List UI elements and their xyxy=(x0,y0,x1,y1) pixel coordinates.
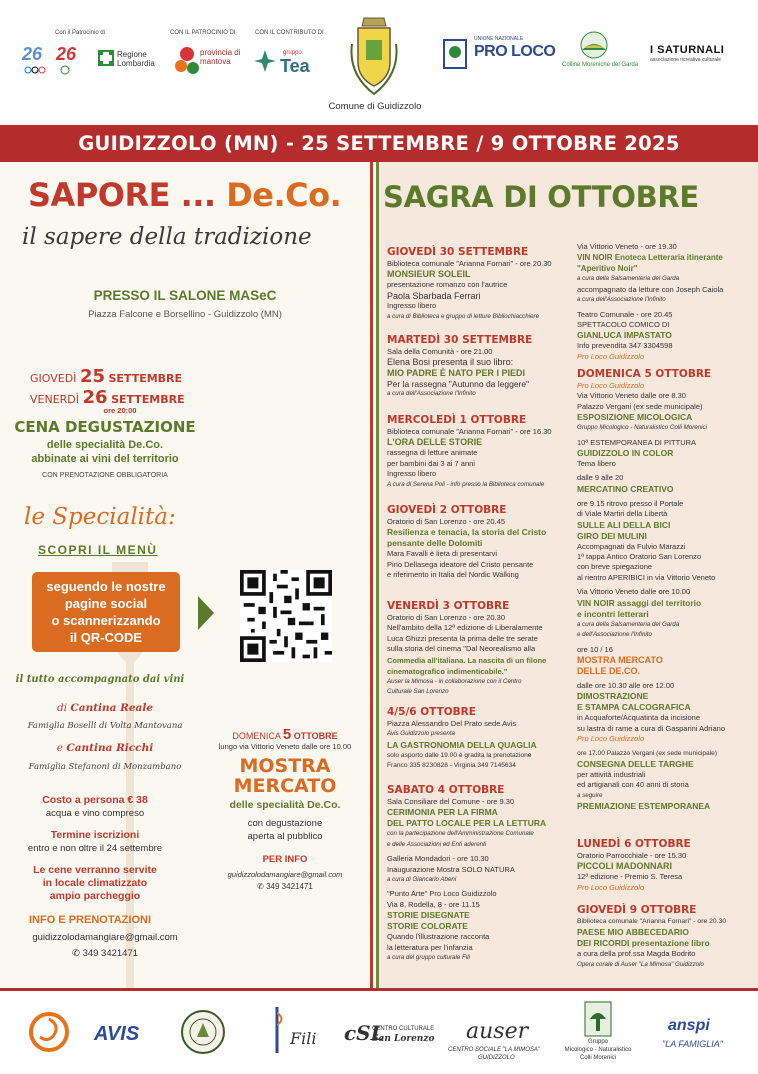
costo-label: Costo a persona € 38 xyxy=(42,794,148,806)
event-line: "Punto Arte" Pro Loco Guidizzolo xyxy=(387,889,497,899)
event-title: DEI RICORDI presentazione libro xyxy=(577,938,710,949)
proloco-sub-label: UNIONE NAZIONALE xyxy=(474,36,524,42)
cantina1-name: Cantina Reale xyxy=(70,702,154,714)
phone-icon: ✆ xyxy=(257,882,264,891)
event-4-5-6-ottobre xyxy=(387,706,572,772)
event-line: ore 9.15 ritrovo presso il Portale xyxy=(577,498,684,508)
gruppo-line3: Colli Morenici xyxy=(579,1055,616,1061)
event-line: ore 10 / 16 xyxy=(577,644,613,654)
event-date: SABATO 4 OTTOBRE xyxy=(387,784,505,796)
termine-sub: entro e non oltre il 24 settembre xyxy=(27,843,163,854)
perinfo-phone[interactable]: 349 3421471 xyxy=(266,882,313,891)
title-deco-text: De.Co. xyxy=(226,176,342,214)
comune-crest-icon xyxy=(346,14,402,98)
event-date: LUNEDÌ 6 OTTOBRE xyxy=(577,838,691,850)
event-title: GIANLUCA IMPASTATO xyxy=(577,330,672,341)
event-title: e incontri letterari xyxy=(577,608,649,619)
seal-logo-icon xyxy=(180,1009,226,1055)
event-line: a cura del gruppo culturale Fili xyxy=(387,954,470,962)
event-line: Sala della Comunità - ore 21.00 xyxy=(387,347,493,356)
mushroom-logo-icon xyxy=(584,1001,612,1037)
giovedi-month: SETTEMBRE xyxy=(108,372,183,385)
presso-label: PRESSO IL SALONE MASeC xyxy=(93,288,277,303)
cene-line1: Le cene verranno servite xyxy=(33,864,157,876)
domenica-month: OTTOBRE xyxy=(293,731,338,741)
event-line: Nell'ambito della 12ª edizione di Liberalamente xyxy=(387,623,543,633)
contributo-label: CON IL CONTRIBUTO DI xyxy=(255,30,324,36)
cene-line2: in locale climatizzato xyxy=(42,877,148,889)
event-line: con la partecipazione dell'Amministrazione Comunale xyxy=(387,830,534,838)
event-line: in Acquaforte/Acquatinta da incisione xyxy=(577,713,700,723)
event-date: DOMENICA 5 OTTOBRE xyxy=(577,368,712,380)
event-line: dalle ore 10.30 alle ore 12.00 xyxy=(577,680,675,690)
event-30-settembre xyxy=(387,246,572,322)
cena-sub2: abbinate ai vini del territorio xyxy=(31,453,179,465)
event-date: VENERDÌ 3 OTTOBRE xyxy=(387,600,510,612)
event-title: cinematografico indimenticabile." xyxy=(387,666,508,676)
proloco-label: PRO LOCO xyxy=(474,43,556,60)
venerdi-num: 26 xyxy=(82,387,108,408)
event-line: Biblioteca comunale "Arianna Fornari" - ore 16.30 xyxy=(387,427,552,436)
perinfo-email[interactable]: guidizzolodamangiare@gmail.com xyxy=(227,870,343,879)
column-divider xyxy=(370,162,379,988)
event-title: PREMIAZIONE ESTEMPORANEA xyxy=(577,801,711,812)
event-title: "Aperitivo Noir" xyxy=(577,264,638,274)
event-title: CONSEGNA DELLE TARGHE xyxy=(577,758,694,769)
info-title: INFO E PRENOTAZIONI xyxy=(28,914,152,926)
svg-text:26: 26 xyxy=(56,44,77,64)
event-title: SULLE ALI DELLA BICI xyxy=(577,519,671,530)
event-title: Resilienza e tenacia, la storia del Cristo xyxy=(387,527,547,538)
event-30-sett-evening xyxy=(577,242,757,362)
san-lorenzo-sub: CENTRO CULTURALE xyxy=(372,1026,435,1032)
saturnali-sub-label: associazione ricreativa culturale xyxy=(650,57,721,63)
di-label: di xyxy=(56,702,71,714)
event-title: VIN NOIR Enoteca Letteraria itinerante xyxy=(577,253,723,263)
event-line: Galleria Mondadori - ore 10.30 xyxy=(387,854,489,864)
event-title: DELLE DE.CO. xyxy=(577,665,641,676)
event-line: accompagnato da letture con Joseph Caiola xyxy=(577,284,724,294)
costo-sub: acqua e vino compreso xyxy=(45,808,145,819)
auser-sub2: GUIDIZZOLO xyxy=(478,1055,515,1061)
event-title: DEL PATTO LOCALE PER LA LETTURA xyxy=(387,818,547,829)
perinfo-title: PER INFO xyxy=(262,854,308,865)
domenica-label: DOMENICA xyxy=(232,731,281,741)
event-1-ottobre xyxy=(387,414,572,490)
event-4-ottobre xyxy=(387,784,572,963)
event-line: di Viale Martiri della Libertà xyxy=(577,509,668,519)
patrocinio-label: Con il Patrocinio di xyxy=(55,30,106,36)
event-line: Tema libero xyxy=(577,459,616,469)
event-line: presentazione romanzo con l'autrice xyxy=(387,280,508,290)
avis-logo: AVIS xyxy=(94,1023,140,1045)
event-line: a cura dell'Associazione l'Infinito xyxy=(577,296,666,304)
event-line: 10ª ESTEMPORANEA DI PITTURA xyxy=(577,437,697,447)
sagra-title: SAGRA DI OTTOBRE xyxy=(383,180,699,214)
event-2-ottobre xyxy=(387,504,572,581)
event-line: a cura della Salsamenteria del Garda xyxy=(577,275,680,283)
event-line: per bambini dai 3 ai 7 anni xyxy=(387,458,475,468)
event-line: Gruppo Micologico - Naturalistico Colli Morenici xyxy=(577,424,707,432)
event-line: a cura della prof.ssa Magda Bodrito xyxy=(577,949,696,959)
csl-monogram: cSL xyxy=(344,1021,385,1045)
event-banner: GUIDIZZOLO (MN) - 25 SETTEMBRE / 9 OTTOBRE 2025 xyxy=(0,125,758,162)
scopri-menu-link[interactable]: SCOPRI IL MENÙ xyxy=(38,543,158,557)
event-line: Mara Favalli è lieta di presentarvi xyxy=(387,549,498,559)
event-line: Avis Guidizzolo presenta xyxy=(387,730,455,738)
domenica-line xyxy=(210,726,360,743)
event-line: SPETTACOLO COMICO DI xyxy=(577,320,670,330)
venerdi-label: VENERDÌ xyxy=(30,393,80,406)
provincia-mantova-logo xyxy=(172,42,202,78)
event-line: Pino Dellasega ideatore del Cristo pensante xyxy=(387,559,534,569)
domenica-num: 5 xyxy=(282,726,292,743)
event-title: MOSTRA MERCATO xyxy=(577,654,663,665)
cene-line3: ampio parcheggio xyxy=(49,890,141,902)
event-title: PAESE MIO ABBECEDARIO xyxy=(577,927,689,938)
event-6-ottobre xyxy=(577,838,757,893)
event-line: Pro Loco Guidizzolo xyxy=(577,351,645,361)
auser-sub1: CENTRO SOCIALE "LA MIMOSA" xyxy=(448,1047,541,1053)
event-line: a cura di Giancarlo Abeni xyxy=(387,876,457,884)
event-line: Teatro Comunale - ore 20.45 xyxy=(577,309,673,319)
event-line: Ingresso libero xyxy=(387,469,437,479)
event-line: Quando l'illustrazione racconta xyxy=(387,932,490,942)
left-column xyxy=(0,162,370,988)
event-line: e delle Associazioni ed Enti aderenti xyxy=(387,840,487,848)
event-date: 4/5/6 OTTOBRE xyxy=(387,706,476,718)
swirl-logo-icon xyxy=(28,1011,70,1053)
event-date: GIOVEDÌ 9 OTTOBRE xyxy=(577,904,697,916)
event-title: MONSIEUR SOLEIL xyxy=(387,269,471,280)
event-line: Oratorio di San Lorenzo - ore 20.45 xyxy=(387,517,505,526)
event-title: pensante delle Dolomiti xyxy=(387,538,483,549)
tea-gruppo-label: gruppo xyxy=(283,50,302,56)
event-martedi xyxy=(387,334,572,400)
info-phone[interactable]: 349 3421471 xyxy=(82,948,139,959)
event-line: Info prevendita 347 3304598 xyxy=(577,341,673,351)
event-line: sulla storia del cinema "Dal Neorealismo alla xyxy=(387,644,536,654)
event-date: GIOVEDÌ 30 SETTEMBRE xyxy=(387,246,529,258)
event-line: con breve spiegazione xyxy=(577,562,653,572)
event-line: Oratorio di San Lorenzo - ore 20.30 xyxy=(387,613,505,622)
mostra-sub: delle specialità De.Co. xyxy=(229,799,341,811)
event-line: Pro Loco Guidizzolo xyxy=(577,381,645,390)
event-title: CERIMONIA PER LA FIRMA xyxy=(387,807,498,818)
gruppo-line2: Micologico - Naturalistico xyxy=(564,1047,632,1053)
colline-logo-icon xyxy=(578,30,610,60)
event-title: PICCOLI MADONNARI xyxy=(577,861,672,872)
event-line: Ingresso libero xyxy=(387,301,437,311)
e-label: e xyxy=(56,742,67,754)
san-lorenzo-name: San Lorenzo xyxy=(372,1034,435,1044)
comune-label: Comune di Guidizzolo xyxy=(328,101,422,112)
event-line: A cura di Serena Poli - info presso la Biblioteca comunale xyxy=(387,480,545,488)
venerdi-month: SETTEMBRE xyxy=(111,393,185,406)
vini-intro: il tutto accompagnato dai vini xyxy=(15,674,185,685)
cena-title: CENA DEGUSTAZIONE xyxy=(14,418,196,436)
event-3-ottobre xyxy=(387,600,572,697)
event-line: dalle 9 alle 20 xyxy=(577,473,624,483)
colline-label: Colline Moreniche del Garda xyxy=(562,62,639,68)
event-title: MIO PADRE È NATO PER I PIEDI xyxy=(387,367,526,378)
fili-logo: Fili xyxy=(290,1029,317,1048)
cena-sub1: delle specialità De.Co. xyxy=(46,439,164,451)
event-line: Paola Sbarbada Ferrari xyxy=(387,290,481,301)
patrocinio-provincia-label: CON IL PATROCINIO DI xyxy=(170,30,236,36)
right-column xyxy=(379,162,758,988)
regione-lombardia-label: Regione Lombardia xyxy=(117,50,155,68)
degust-line2: aperta al pubblico xyxy=(247,831,323,842)
event-title: ESPOSIZIONE MICOLOGICA xyxy=(577,412,693,423)
event-line: Biblioteca comunale "Arianna Fornari" - ore 20.30 xyxy=(577,918,727,925)
provincia-label: provincia di mantova xyxy=(200,48,241,66)
event-line: Via Vittorio Veneto dalle ore 8.30 xyxy=(577,391,686,401)
event-title: GIRO DEI MULINI xyxy=(577,530,647,541)
box-line-4: il QR-CODE xyxy=(69,630,143,645)
mostra-line2: MERCATO xyxy=(233,775,337,797)
giovedi-num: 25 xyxy=(79,366,105,387)
event-line: a seguire xyxy=(577,791,603,799)
event-date: GIOVEDÌ 2 OTTOBRE xyxy=(387,504,507,516)
qr-code-icon[interactable] xyxy=(240,570,332,662)
address-label: Piazza Falcone e Borsellino - Guidizzolo (MN) xyxy=(88,309,282,320)
event-line: Oratorio Parrocchiale - ore 15.30 xyxy=(577,851,687,860)
event-line: la letteratura per l'infanzia xyxy=(387,942,473,952)
info-email[interactable]: guidizzolodamangiare@gmail.com xyxy=(32,932,178,943)
termine-label: Termine iscrizioni xyxy=(50,829,140,841)
anspi-logo: anspi xyxy=(668,1017,710,1034)
event-line: a cura dell'Associazione l'Infinito xyxy=(387,390,476,398)
event-line: Via 8, Rodella, 8 - ore 11.15 xyxy=(387,899,480,909)
event-line: Franco 335 8230828 - Virginia 349 7145634 xyxy=(387,762,516,770)
event-line: Sala Consiliare del Comune - ore 9.30 xyxy=(387,797,515,806)
event-line: Pro Loco Guidizzolo xyxy=(577,882,645,892)
anspi-sub: "LA FAMIGLIA" xyxy=(662,1039,723,1049)
event-9-ottobre xyxy=(577,904,757,970)
mostra-line1: MOSTRA xyxy=(239,755,331,777)
event-line: per attività industriali xyxy=(577,769,646,779)
social-qr-box xyxy=(32,572,180,652)
saturnali-label: I SATURNALI xyxy=(650,44,725,56)
event-line: al rientro APERIBICI in via Vittorio Veneto xyxy=(577,572,716,582)
phone-icon: ✆ xyxy=(71,948,80,959)
svg-text:26: 26 xyxy=(22,44,43,64)
olympics-logo xyxy=(20,42,92,78)
event-title: LA GASTRONOMIA DELLA QUAGLIA xyxy=(387,739,537,750)
event-line: Elena Bosi presenta il suo libro: xyxy=(387,357,514,368)
arrow-right-icon xyxy=(198,596,214,630)
event-title: GUIDIZZOLO IN COLOR xyxy=(577,448,674,459)
event-line: rassegna di letture animate xyxy=(387,448,478,458)
cantina1-family: Famiglia Boselli di Volta Mantovana xyxy=(27,721,183,731)
event-line: Palazzo Vergani (ex sede municipale) xyxy=(577,401,703,411)
event-title: VIN NOIR assaggi del territorio xyxy=(577,597,702,608)
specialita-title: le Specialità: xyxy=(24,504,176,530)
tea-label: Tea xyxy=(280,56,310,76)
event-line: 12ª edizione - Premio S. Teresa xyxy=(577,872,683,882)
venerdi-line xyxy=(30,387,185,408)
event-date: MARTEDÌ 30 SETTEMBRE xyxy=(387,334,533,346)
domenica-where: lungo via Vittorio Veneto dalle ore 10.00 xyxy=(218,742,352,751)
title-sapore xyxy=(28,176,341,214)
event-line: solo asporto dalle 19.00 è gradita la prenotazione xyxy=(387,751,532,759)
event-line: Luca Ghizzi presenta la prima delle tre serate xyxy=(387,633,538,643)
event-line: Via Vittorio Veneto dalle ore 10.00 xyxy=(577,587,691,597)
event-line: Culturale San Lorenzo xyxy=(387,688,449,696)
event-line: a cura della Salsamenteria del Garda xyxy=(577,620,680,628)
tea-logo-icon xyxy=(252,48,278,74)
event-line: Via Vittorio Veneto - ore 19.30 xyxy=(577,242,677,251)
event-line: Auser la Mimosa - in collaborazione con il Centro xyxy=(387,677,522,685)
event-line: e riferimento in Italia del Nordic Walking xyxy=(387,570,519,580)
event-line: Inaugurazione Mostra SOLO NATURA xyxy=(387,864,515,874)
gruppo-line1: Gruppo xyxy=(587,1039,608,1045)
ore-label: ore 20:00 xyxy=(103,406,137,415)
degust-line1: con degustazione xyxy=(247,818,323,829)
event-5-ottobre xyxy=(577,368,757,812)
event-line: a cura di Biblioteca e gruppo di letture Bibliochiacchiere xyxy=(387,312,540,320)
cantina2-line xyxy=(0,742,210,754)
event-title: L'ORA DELLE STORIE xyxy=(387,437,483,448)
cantina1-line xyxy=(0,702,210,714)
perinfo-phone-line xyxy=(210,882,360,891)
event-title: MERCATINO CREATIVO xyxy=(577,483,674,494)
event-date: MERCOLEDÌ 1 OTTOBRE xyxy=(387,414,527,426)
event-line: e dell'Associazione l'Infinito xyxy=(577,631,652,639)
event-line: ore 17.00 Palazzo Vergani (ex sede municipale) xyxy=(577,749,718,757)
title-sapore-text: SAPORE ... xyxy=(28,176,227,214)
proloco-badge-icon xyxy=(442,38,468,70)
box-line-3: o scannerizzando xyxy=(51,613,161,628)
event-title: DIMOSTRAZIONE xyxy=(577,691,649,702)
box-line-2: pagine social xyxy=(64,596,148,611)
sponsor-header xyxy=(0,0,758,122)
partner-footer xyxy=(0,988,758,1074)
event-line: ed artigianali con 40 anni di storia xyxy=(577,780,689,790)
giovedi-line xyxy=(30,366,182,387)
event-title: Commedia all'italiana. La nascita di un filone xyxy=(387,655,547,665)
event-title: STORIE DISEGNATE xyxy=(387,910,470,921)
tagline: il sapere della tradizione xyxy=(22,224,312,250)
cantina2-name: Cantina Ricchi xyxy=(66,742,154,754)
event-line: Biblioteca comunale "Arianna Fornari" - ore 20.30 xyxy=(387,259,552,268)
box-line-1: seguendo le nostre xyxy=(46,579,166,594)
event-title: STORIE COLORATE xyxy=(387,921,468,932)
event-line: su lastra di rame a cura di Gasparini Adriano xyxy=(577,723,725,733)
event-line: Piazza Alessandro Del Prato sede Avis xyxy=(387,719,517,728)
prenotazione-label: CON PRENOTAZIONE OBBLIGATORIA xyxy=(42,472,168,479)
event-line: Pro Loco Guidizzolo xyxy=(577,734,645,744)
giovedi-label: GIOVEDÌ xyxy=(30,372,77,385)
auser-logo: auser xyxy=(466,1019,529,1044)
event-line: 1ª tappa Antico Oratorio San Lorenzo xyxy=(577,552,702,562)
event-line: Opera corale di Auser "La Mimosa" Guidizzolo xyxy=(577,960,704,968)
event-line: Accompagnati da Fulvio Marazzi xyxy=(577,541,686,551)
info-phone-line xyxy=(0,948,210,959)
fili-icon xyxy=(266,1005,288,1055)
regione-lombardia-icon xyxy=(96,48,116,68)
event-line: Per la rassegna "Autunno da leggere" xyxy=(387,378,530,389)
cantina2-family: Famiglia Stefanoni di Monzambano xyxy=(28,762,182,772)
event-title: E STAMPA CALCOGRAFICA xyxy=(577,702,691,713)
